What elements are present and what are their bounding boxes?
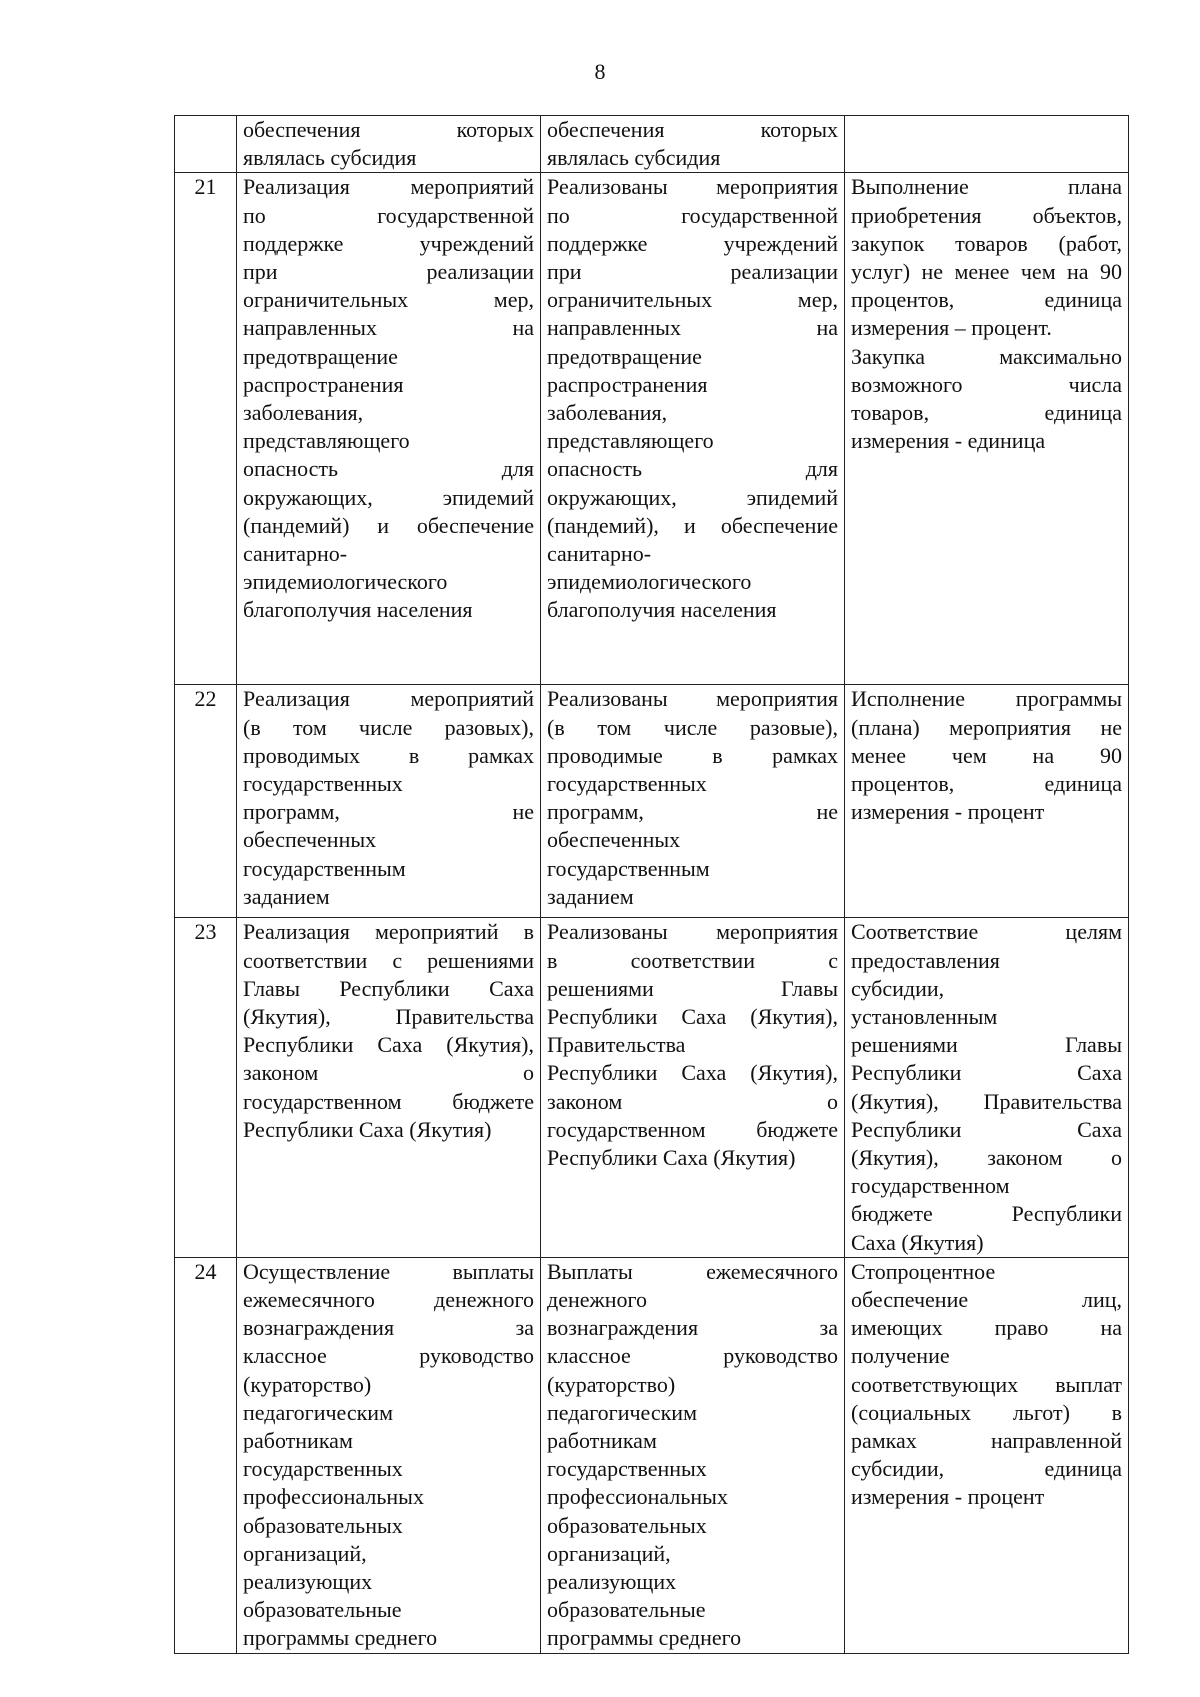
cell-line: Республики Саха — [851, 1116, 1122, 1142]
cell-line: поддержке учреждений — [547, 230, 838, 256]
cell-line: (пандемий), и обеспечение — [547, 512, 838, 538]
event-name-cell — [237, 116, 541, 173]
cell-line: соответствии с решениями — [243, 947, 534, 973]
result-cell — [541, 116, 845, 173]
cell-line: Реализация мероприятий в — [243, 919, 534, 945]
table-body — [175, 116, 1129, 1654]
cell-line: (Якутия), Правительства — [243, 1004, 534, 1030]
cell-line: эпидемиологического — [243, 569, 448, 595]
cell-line: законом о — [547, 1088, 838, 1114]
cell-line: проводимых в рамках — [243, 742, 534, 768]
cell-line: в соответствии с — [547, 947, 838, 973]
cell-line: государственных — [547, 1456, 707, 1482]
cell-line: санитарно- — [243, 541, 348, 567]
row-number: 21 — [175, 173, 237, 685]
cell-line: государственном бюджете — [243, 1088, 534, 1114]
cell-line: обеспеченных — [243, 827, 377, 853]
table-row — [175, 918, 1129, 1257]
event-name-cell — [237, 1257, 541, 1653]
cell-line: бюджете Республики — [851, 1201, 1122, 1227]
cell-line: обеспечение лиц, — [851, 1287, 1122, 1313]
cell-line: образовательные — [243, 1597, 402, 1623]
event-name-cell — [237, 173, 541, 685]
cell-line: работникам — [243, 1428, 353, 1454]
cell-line: рамках направленной — [851, 1428, 1122, 1454]
cell-line: вознаграждения за — [243, 1315, 534, 1341]
cell-line: поддержке учреждений — [243, 230, 534, 256]
cell-line: измерения – процент. — [851, 315, 1052, 341]
cell-line: ограничительных мер, — [243, 287, 534, 313]
cell-line: при реализации — [243, 259, 534, 285]
cell-line: представляющего — [547, 428, 714, 454]
cell-line: программы среднего — [547, 1625, 742, 1651]
event-name-cell — [237, 685, 541, 918]
cell-line: государственном — [851, 1173, 1010, 1199]
indicator-cell — [845, 116, 1129, 173]
cell-line: государственных — [243, 771, 403, 797]
cell-line: Исполнение программы — [851, 686, 1122, 712]
cell-line: педагогическим — [547, 1399, 698, 1425]
row-number — [175, 116, 237, 173]
cell-line: заданием — [243, 883, 330, 909]
indicator-cell — [845, 173, 1129, 685]
cell-line: субсидии, — [851, 975, 945, 1001]
cell-line: организаций, — [547, 1540, 671, 1566]
cell-line: государственным — [243, 855, 406, 881]
cell-line: реализующих — [243, 1569, 373, 1595]
cell-line: процентов, единица — [851, 771, 1122, 797]
cell-line: образовательных — [243, 1512, 403, 1538]
cell-line: обеспечения которых — [243, 117, 534, 142]
row-number: 22 — [175, 685, 237, 918]
cell-line: Республики Саха (Якутия), — [547, 1060, 838, 1086]
cell-line: Правительства — [547, 1032, 686, 1058]
cell-line: (пандемий) и обеспечение — [243, 512, 534, 538]
cell-line: по государственной — [243, 202, 534, 228]
cell-line: обеспечения которых — [547, 117, 838, 142]
cell-line: процентов, единица — [851, 287, 1122, 313]
cell-line: Республики Саха — [851, 1060, 1122, 1086]
cell-line: услуг) не менее чем на 90 — [851, 259, 1122, 285]
cell-line: окружающих, эпидемий — [243, 484, 534, 510]
cell-line: направленных на — [547, 315, 838, 341]
cell-line: классное руководство — [243, 1343, 534, 1369]
result-cell — [541, 685, 845, 918]
cell-line: предотвращение — [547, 343, 702, 369]
cell-line: работникам — [547, 1428, 657, 1454]
cell-line: государственном бюджете — [547, 1116, 838, 1142]
cell-line: государственных — [547, 771, 707, 797]
cell-line: являлась субсидия — [243, 145, 417, 171]
cell-line: возможного числа — [851, 371, 1122, 397]
cell-line: заданием — [547, 883, 634, 909]
result-cell — [541, 173, 845, 685]
cell-line: являлась субсидия — [547, 145, 721, 171]
cell-line: эпидемиологического — [547, 569, 752, 595]
cell-line: менее чем на 90 — [851, 742, 1122, 768]
cell-line: (плана) мероприятия не — [851, 714, 1122, 740]
cell-line: ежемесячного денежного — [243, 1287, 534, 1313]
cell-line: вознаграждения за — [547, 1315, 838, 1341]
cell-line: товаров, единица — [851, 400, 1122, 426]
cell-line: Закупка максимально — [851, 343, 1122, 369]
cell-line: Выплаты ежемесячного — [547, 1258, 838, 1284]
event-name-cell — [237, 918, 541, 1257]
cell-line: Республики Саха (Якутия), — [243, 1032, 534, 1058]
cell-line: Выполнение плана — [851, 174, 1122, 200]
page-number: 8 — [594, 59, 606, 84]
cell-line: (Якутия), Правительства — [851, 1088, 1122, 1114]
cell-line: соответствующих выплат — [851, 1371, 1122, 1397]
cell-line: (в том числе разовые), — [547, 714, 838, 740]
cell-line: Саха (Якутия) — [851, 1229, 984, 1255]
cell-line: Осуществление выплаты — [243, 1258, 534, 1284]
result-cell — [541, 1257, 845, 1653]
cell-line: программ, не — [243, 799, 534, 825]
table-row — [175, 173, 1129, 685]
cell-line: опасность для — [547, 456, 838, 482]
criteria-table — [174, 115, 1129, 1654]
cell-line: по государственной — [547, 202, 838, 228]
cell-line: (кураторство) — [547, 1371, 676, 1397]
cell-line: направленных на — [243, 315, 534, 341]
cell-line: Соответствие целям — [851, 919, 1122, 945]
cell-line: государственных — [243, 1456, 403, 1482]
cell-line: денежного — [547, 1287, 647, 1313]
cell-line: программ, не — [547, 799, 838, 825]
cell-line: при реализации — [547, 259, 838, 285]
cell-line: проводимые в рамках — [547, 742, 838, 768]
cell-line: приобретения объектов, — [851, 202, 1122, 228]
cell-line: Стопроцентное — [851, 1258, 996, 1284]
cell-line: (в том числе разовых), — [243, 714, 534, 740]
cell-line: представляющего — [243, 428, 410, 454]
cell-line: окружающих, эпидемий — [547, 484, 838, 510]
cell-line: ограничительных мер, — [547, 287, 838, 313]
indicator-cell — [845, 918, 1129, 1257]
cell-line: распространения — [547, 371, 708, 397]
cell-line: решениями Главы — [851, 1032, 1122, 1058]
cell-line: измерения - процент — [851, 799, 1045, 825]
cell-line: (кураторство) — [243, 1371, 372, 1397]
table-row — [175, 116, 1129, 173]
cell-line: Реализация мероприятий — [243, 174, 534, 200]
cell-line: Республики Саха (Якутия) — [243, 1116, 492, 1142]
cell-line: обеспеченных — [547, 827, 681, 853]
result-cell — [541, 918, 845, 1257]
cell-line: закупок товаров (работ, — [851, 230, 1122, 256]
indicator-cell — [845, 1257, 1129, 1653]
cell-line: заболевания, — [547, 400, 668, 426]
cell-line: получение — [851, 1343, 950, 1369]
indicator-cell — [845, 685, 1129, 918]
cell-line: опасность для — [243, 456, 534, 482]
cell-line: государственным — [547, 855, 710, 881]
cell-line: установленным — [851, 1004, 998, 1030]
cell-line: законом о — [243, 1060, 534, 1086]
cell-line: (социальных льгот) в — [851, 1399, 1122, 1425]
cell-line: профессиональных — [243, 1484, 424, 1510]
cell-line: Реализованы мероприятия — [547, 686, 838, 712]
cell-line: программы среднего — [243, 1625, 438, 1651]
cell-line: благополучия населения — [547, 597, 777, 623]
table-row — [175, 685, 1129, 918]
cell-line: (Якутия), законом о — [851, 1145, 1122, 1171]
cell-line: образовательных — [547, 1512, 707, 1538]
cell-line: педагогическим — [243, 1399, 394, 1425]
row-number: 23 — [175, 918, 237, 1257]
cell-line: предотвращение — [243, 343, 398, 369]
cell-line: Реализация мероприятий — [243, 686, 534, 712]
cell-line: имеющих право на — [851, 1315, 1122, 1341]
cell-line: санитарно- — [547, 541, 652, 567]
cell-line: реализующих — [547, 1569, 677, 1595]
cell-line: благополучия населения — [243, 597, 473, 623]
row-number: 24 — [175, 1257, 237, 1653]
cell-line: Главы Республики Саха — [243, 975, 534, 1001]
cell-line: организаций, — [243, 1540, 367, 1566]
cell-line: предоставления — [851, 947, 1000, 973]
cell-line: профессиональных — [547, 1484, 728, 1510]
cell-line: распространения — [243, 371, 404, 397]
cell-line: Республики Саха (Якутия) — [547, 1145, 796, 1171]
cell-line: Реализованы мероприятия — [547, 919, 838, 945]
cell-line: измерения - процент — [851, 1484, 1045, 1510]
cell-line: заболевания, — [243, 400, 364, 426]
cell-line: Реализованы мероприятия — [547, 174, 838, 200]
cell-line: Республики Саха (Якутия), — [547, 1004, 838, 1030]
cell-line: субсидии, единица — [851, 1456, 1122, 1482]
cell-line: измерения - единица — [851, 428, 1046, 454]
table-row — [175, 1257, 1129, 1653]
cell-line: решениями Главы — [547, 975, 838, 1001]
cell-line: классное руководство — [547, 1343, 838, 1369]
cell-line: образовательные — [547, 1597, 706, 1623]
